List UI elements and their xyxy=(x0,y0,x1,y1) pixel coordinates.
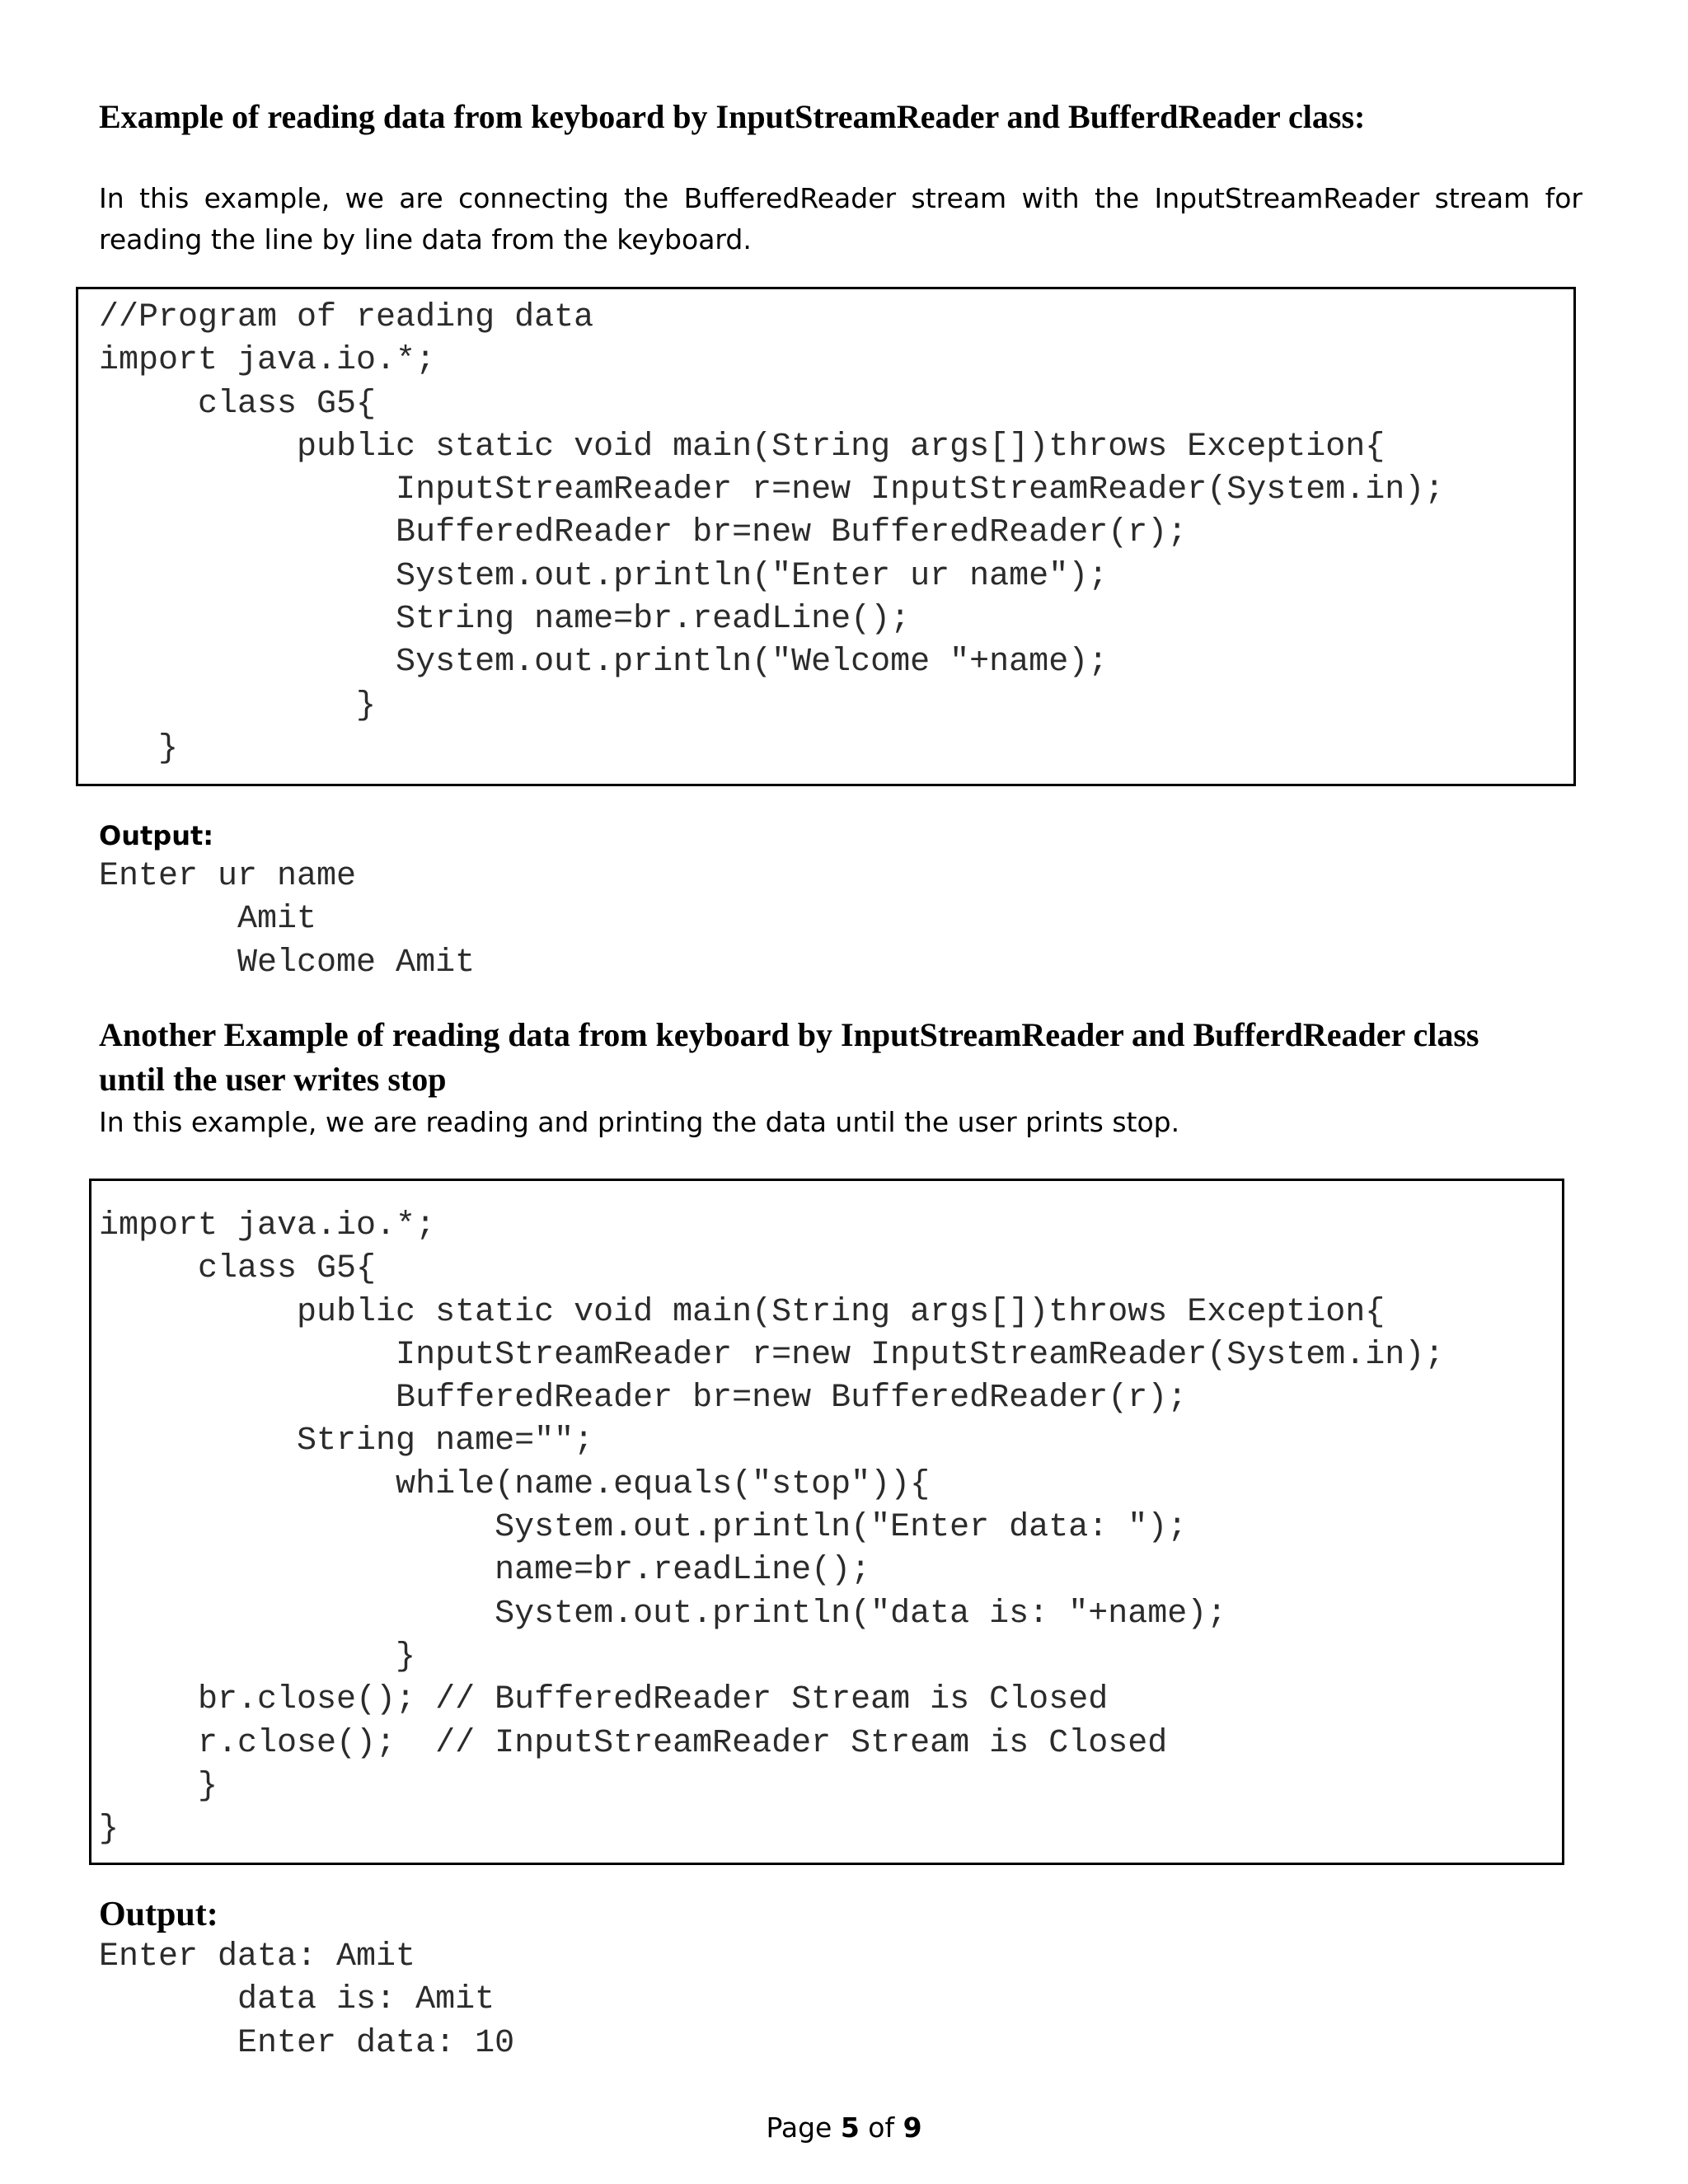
footer-middle: of xyxy=(859,2111,903,2144)
section-2-intro: In this example, we are reading and printing the data until the user prints stop. xyxy=(99,1106,1180,1138)
section-2-heading-line-1: Another Example of reading data from keyboard by InputStreamReader and BufferdReader class xyxy=(99,1016,1479,1053)
output-label-2: Output: xyxy=(99,1896,218,1933)
section-1-intro: In this example, we are connecting the BufferedReader stream with the InputStreamReader stream for reading the line by line data from the keyboard. xyxy=(99,182,1582,255)
footer-total-pages: 9 xyxy=(903,2111,922,2144)
page-footer xyxy=(0,2110,1688,2146)
output-text-2: Enter data: Amit data is: Amit Enter data: 10 xyxy=(99,1938,515,2062)
section-1-heading: Example of reading data from keyboard by InputStreamReader and BufferdReader class: xyxy=(99,98,1366,135)
footer-prefix: Page xyxy=(766,2111,841,2144)
output-text-1: Enter ur name Amit Welcome Amit xyxy=(99,858,476,982)
code-listing-1: //Program of reading data import java.io.*; class G5{ public static void main(String args[])throws Exception{ InputStreamReader r=new InputStreamReader(System.in); BufferedReader br=new BufferedReader(r); System.out.println("Enter ur name"); String name=br.readLine(); System.out.println("Welcome "+name); } } xyxy=(99,299,1445,767)
section-2-heading-line-2: until the user writes stop xyxy=(99,1061,447,1098)
footer-current-page: 5 xyxy=(840,2111,860,2144)
output-label-1: Output: xyxy=(99,820,214,851)
code-listing-2: import java.io.*; class G5{ public static void main(String args[])throws Exception{ InputStreamReader r=new InputStreamReader(System.in); BufferedReader br=new BufferedReader(r); String name=""; while(name.equals("stop")){ System.out.println("Enter data: "); name=br.readLine(); System.out.println("data is: "+name); } br.close(); // BufferedReader Stream is Closed r.close(); // InputStreamReader Stream is Closed } } xyxy=(99,1207,1445,1849)
